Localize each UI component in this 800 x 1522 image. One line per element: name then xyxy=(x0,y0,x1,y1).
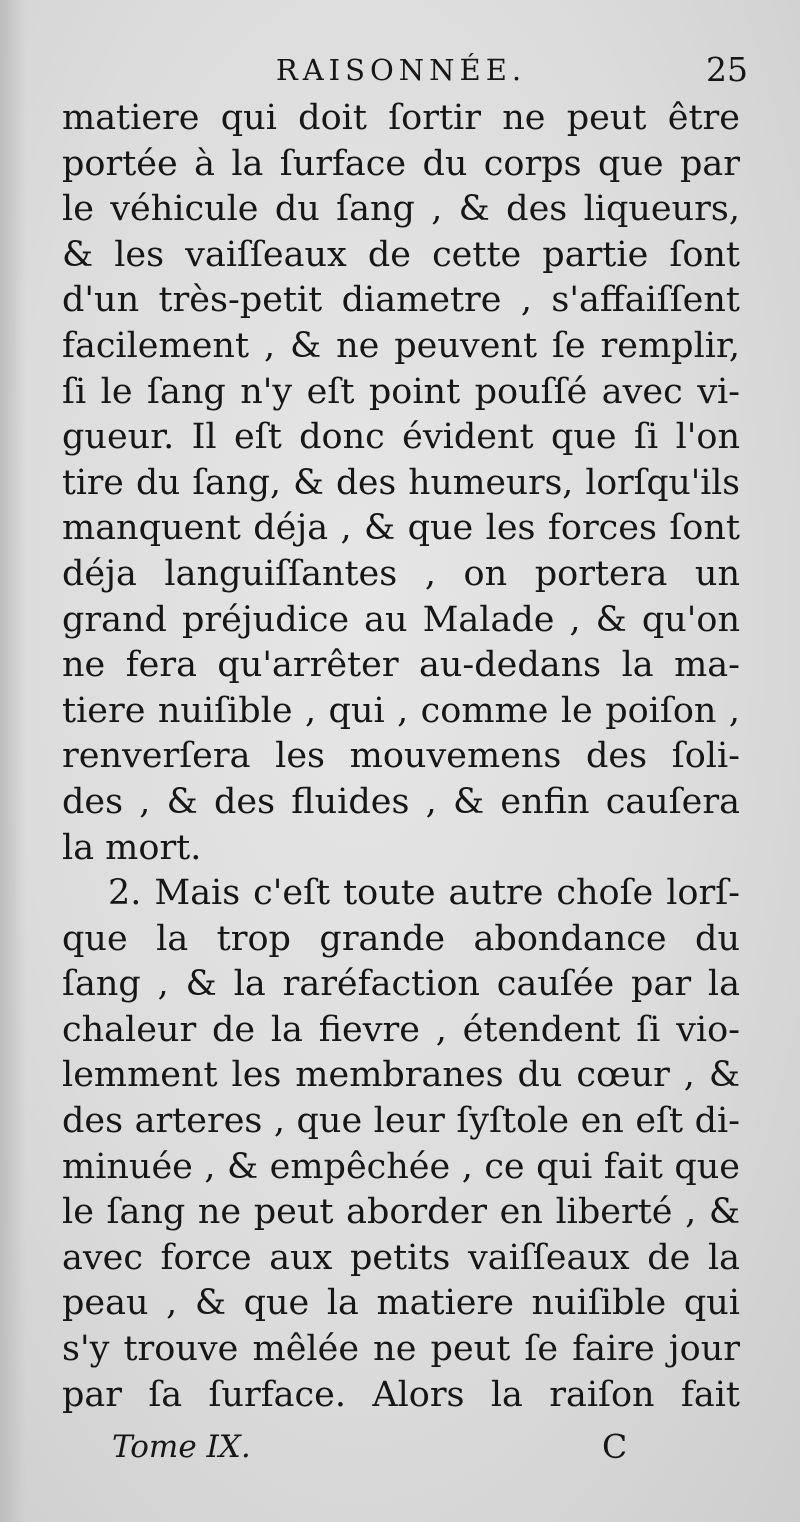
text-line: s'y trouve mêlée ne peut ſe faire jour xyxy=(62,1329,740,1370)
text-line: matiere qui doit ſortir ne peut être xyxy=(62,98,740,138)
text-line: ſi le ſang n'y eſt point pouſſé avec vi- xyxy=(62,371,740,412)
text-line: portée à la ſurface du corps que par xyxy=(62,143,740,184)
text-line: tire du ſang, & des humeurs, lorſqu'ils xyxy=(62,462,740,503)
page-number: 25 xyxy=(706,50,748,89)
text-line: des arteres , que leur ſyſtole en eſt di- xyxy=(62,1101,740,1142)
paragraph-start-line: 2. Mais c'eſt toute autre choſe lorſ- xyxy=(108,873,740,914)
text-line: lemment les membranes du cœur , & xyxy=(62,1055,740,1096)
text-line: minuée , & empêchée , ce qui fait que xyxy=(62,1146,740,1187)
text-line: avec force aux petits vaiſſeaux de la xyxy=(62,1237,740,1278)
text-line: le véhicule du ſang , & des liqueurs, xyxy=(62,189,740,230)
text-line: que la trop grande abondance du xyxy=(62,918,740,959)
text-line: manquent déja , & que les forces ſont xyxy=(62,508,740,549)
text-line: par ſa ſurface. Alors la raiſon fait xyxy=(62,1374,740,1415)
body-text xyxy=(62,96,740,1418)
text-line: ne fera qu'arrêter au-dedans la ma- xyxy=(62,645,740,686)
text-line: des , & des fluides , & enfin cauſera xyxy=(62,781,740,822)
text-line: d'un très-petit diametre , s'affaiſſent xyxy=(62,280,740,321)
signature-mark: C xyxy=(602,1427,628,1466)
volume-label: Tome IX. xyxy=(112,1429,251,1465)
text-line: tiere nuiſible , qui , comme le poiſon , xyxy=(62,690,740,731)
text-line: chaleur de la fievre , étendent ſi vio- xyxy=(62,1009,740,1050)
page-footer xyxy=(62,1422,740,1472)
text-line: renverſera les mouvemens des ſoli- xyxy=(62,736,740,777)
running-head xyxy=(62,48,748,92)
text-line: ſang , & la raréfaction cauſée par la xyxy=(62,964,740,1005)
running-title: RAISONNÉE. xyxy=(275,53,527,87)
text-line: grand préjudice au Malade , & qu'on xyxy=(62,599,740,640)
text-line: gueur. Il eſt donc évident que ſi l'on xyxy=(62,417,740,458)
text-line: le ſang ne peut aborder en liberté , & xyxy=(62,1192,740,1233)
text-line: facilement , & ne peuvent ſe remplir, xyxy=(62,325,740,366)
paragraph-end-line: la mort. xyxy=(62,827,202,868)
text-line: peau , & que la matiere nuiſible qui xyxy=(62,1283,740,1324)
text-line: & les vaiſſeaux de cette partie ſont xyxy=(62,234,740,275)
text-line: déja languiſſantes , on portera un xyxy=(62,553,740,594)
